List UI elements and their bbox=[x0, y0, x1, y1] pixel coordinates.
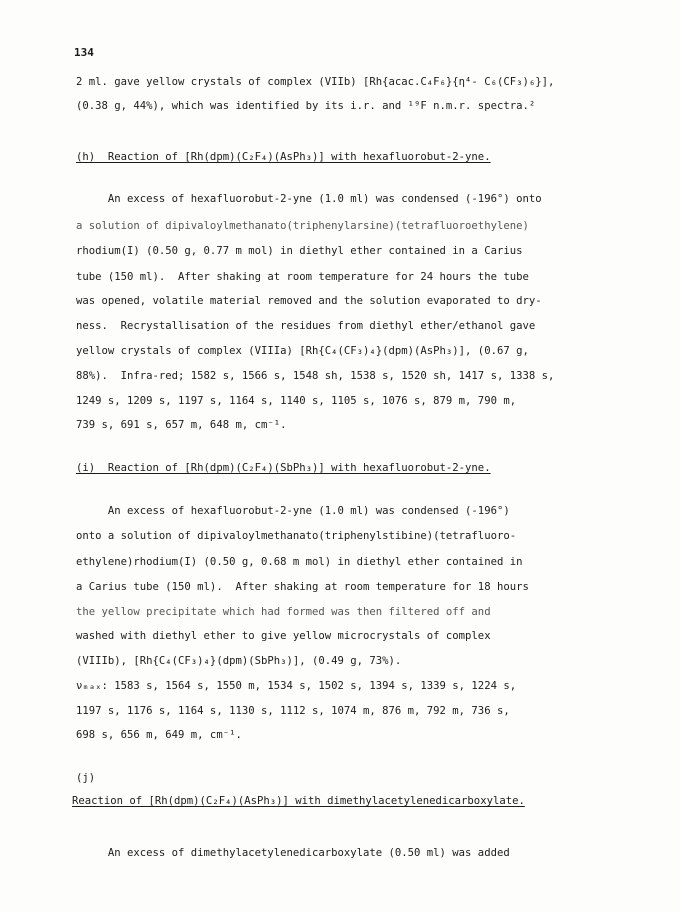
text-line: (0.38 g, 44%), which was identified by its i.r. and ¹⁹F n.m.r. spectra.² bbox=[76, 100, 536, 112]
text-line: washed with diethyl ether to give yellow microcrystals of complex bbox=[76, 630, 491, 642]
text-line: νₘₐₓ: 1583 s, 1564 s, 1550 m, 1534 s, 1502 s, 1394 s, 1339 s, 1224 s, bbox=[76, 680, 517, 692]
text-line: 1197 s, 1176 s, 1164 s, 1130 s, 1112 s, 1074 m, 876 m, 792 m, 736 s, bbox=[76, 705, 510, 717]
section-heading-i: (i) Reaction of [Rh(dpm)(C₂F₄)(SbPh₃)] with hexafluorobut-2-yne. bbox=[76, 462, 491, 474]
text-line: An excess of hexafluorobut-2-yne (1.0 ml) was condensed (-196°) onto bbox=[76, 193, 542, 205]
text-line: ness. Recrystallisation of the residues from diethyl ether/ethanol gave bbox=[76, 320, 536, 332]
text-line: 698 s, 656 m, 649 m, cm⁻¹. bbox=[76, 729, 242, 741]
text-line: rhodium(I) (0.50 g, 0.77 m mol) in diethyl ether contained in a Carius bbox=[76, 245, 523, 257]
text-line: the yellow precipitate which had formed was then filtered off and bbox=[76, 606, 491, 618]
page-number: 134 bbox=[74, 46, 94, 59]
text-line: ethylene)rhodium(I) (0.50 g, 0.68 m mol) in diethyl ether contained in bbox=[76, 556, 523, 568]
text-line: a Carius tube (150 ml). After shaking at room temperature for 18 hours bbox=[76, 581, 529, 593]
text-line: 739 s, 691 s, 657 m, 648 m, cm⁻¹. bbox=[76, 419, 287, 431]
section-label-j: (j) bbox=[76, 772, 96, 784]
text-line: tube (150 ml). After shaking at room temperature for 24 hours the tube bbox=[76, 271, 529, 283]
text-line: An excess of dimethylacetylenedicarboxylate (0.50 ml) was added bbox=[76, 847, 510, 859]
text-line: 2 ml. gave yellow crystals of complex (VIIb) [Rh{acac.C₄F₆}{η⁴- C₆(CF₃)₆}], bbox=[76, 76, 555, 88]
text-line: yellow crystals of complex (VIIIa) [Rh{C₄(CF₃)₄}(dpm)(AsPh₃)], (0.67 g, bbox=[76, 345, 529, 357]
text-line: An excess of hexafluorobut-2-yne (1.0 ml) was condensed (-196°) bbox=[76, 505, 510, 517]
text-line: (VIIIb), [Rh{C₄(CF₃)₄}(dpm)(SbPh₃)], (0.49 g, 73%). bbox=[76, 655, 402, 667]
section-heading-j: Reaction of [Rh(dpm)(C₂F₄)(AsPh₃)] with dimethylacetylenedicarboxylate. bbox=[72, 795, 525, 807]
text-line: was opened, volatile material removed and the solution evaporated to dry- bbox=[76, 295, 542, 307]
text-line: onto a solution of dipivaloylmethanato(triphenylstibine)(tetrafluoro- bbox=[76, 530, 517, 542]
text-line: 88%). Infra-red; 1582 s, 1566 s, 1548 sh, 1538 s, 1520 sh, 1417 s, 1338 s, bbox=[76, 370, 555, 382]
section-heading-h: (h) Reaction of [Rh(dpm)(C₂F₄)(AsPh₃)] with hexafluorobut-2-yne. bbox=[76, 151, 491, 163]
text-line: a solution of dipivaloylmethanato(triphenylarsine)(tetrafluoroethylene) bbox=[76, 220, 529, 232]
text-line: 1249 s, 1209 s, 1197 s, 1164 s, 1140 s, 1105 s, 1076 s, 879 m, 790 m, bbox=[76, 395, 517, 407]
